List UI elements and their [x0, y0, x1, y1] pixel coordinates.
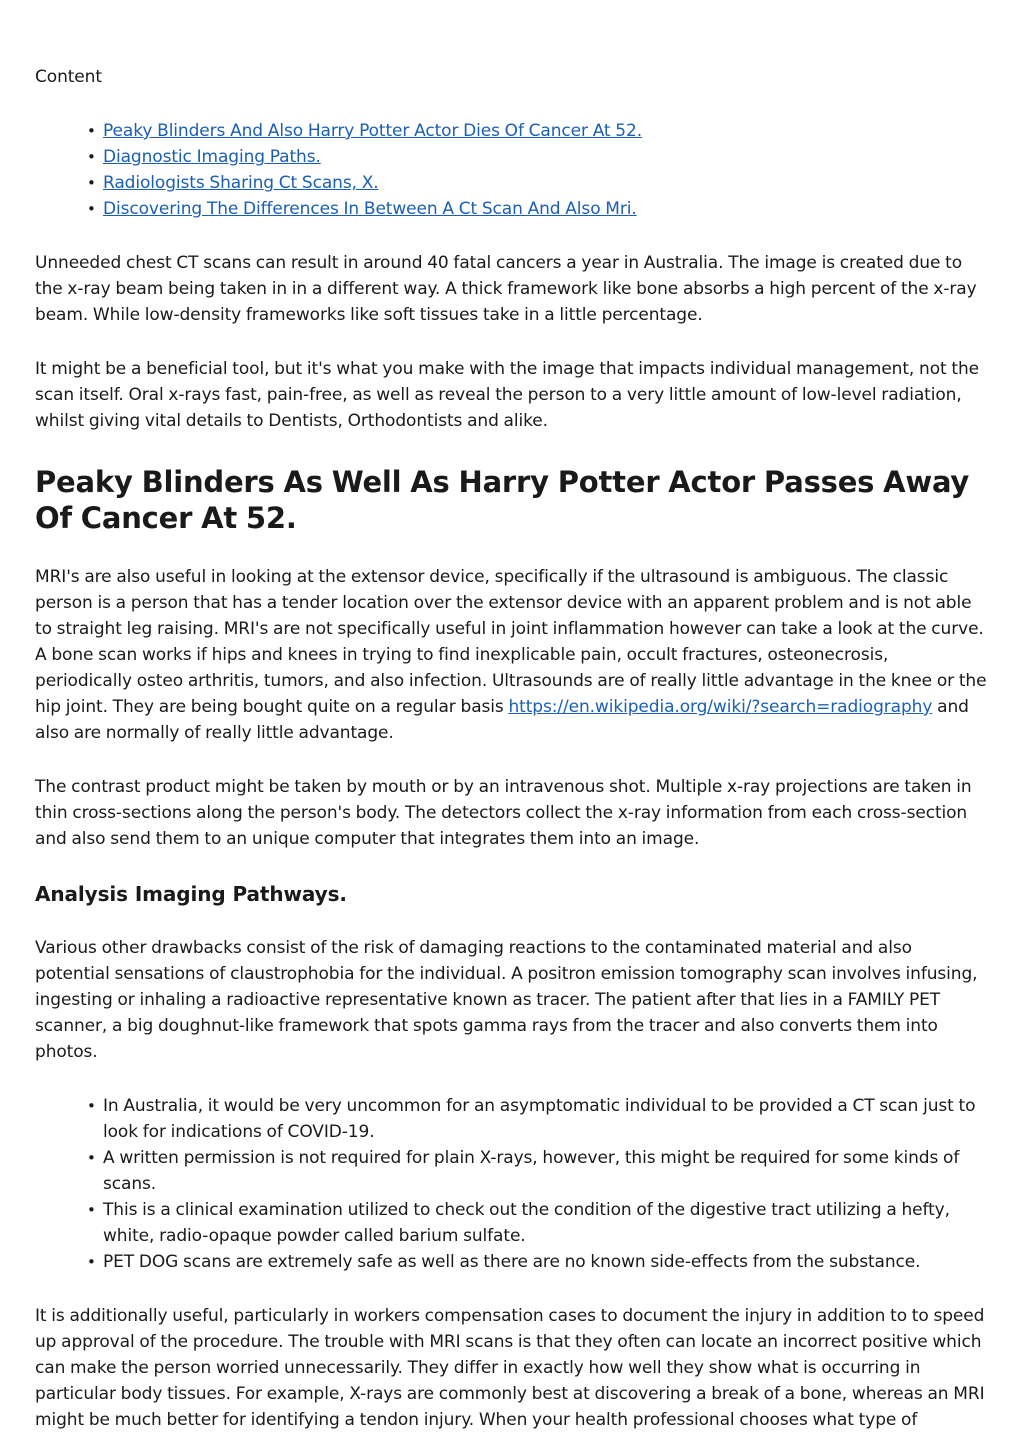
table-of-contents: [35, 118, 989, 222]
paragraph-5: Various other drawbacks consist of the risk of damaging reactions to the contaminated material and also potential sensations of claustrophobia for the individual. A positron emission tomography scan involves infusing, ingesting or inhaling a radioactive representative known as tracer. The patient after that lies in a FAMILY PET scanner, a big doughnut-like framework that spots gamma rays from the tracer and also converts them into photos.: [35, 938, 978, 1062]
toc-item: [35, 196, 989, 222]
section-heading-1: Peaky Blinders As Well As Harry Potter Actor Passes Away Of Cancer At 52.: [35, 465, 970, 535]
paragraph-6: It is additionally useful, particularly in workers compensation cases to document the injury in addition to to speed up approval of the procedure. The trouble with MRI scans is that they often can locate an incorrect positive which can make the person worried unnecessarily. They differ in exactly how well they show what is occurring in particular body tissues. For example, X-rays are commonly best at discovering a break of a bone, whereas an MRI might be much better for identifying a tendon injury. When your health professional chooses what type of: [35, 1306, 985, 1430]
content-label: Content: [35, 67, 102, 87]
paragraph-3: [35, 564, 989, 746]
paragraph-4: The contrast product might be taken by mouth or by an intravenous shot. Multiple x-ray projections are taken in thin cross-sections along the person's body. The detectors collect the x-ray information from each cross-section and also send them to an unique computer that integrates them into an image.: [35, 777, 972, 849]
list-item: • In Australia, it would be very uncommon for an asymptomatic individual to be provided a CT scan just to look for indications of COVID-19.: [35, 1093, 989, 1145]
paragraph-3-text-end: and also are normally of really little advantage.: [35, 697, 969, 743]
bullet-list: [35, 1093, 989, 1275]
toc-item: [35, 118, 989, 144]
list-item: • A written permission is not required for plain X-rays, however, this might be required for some kinds of scans.: [35, 1145, 989, 1197]
paragraph-1: Unneeded chest CT scans can result in around 40 fatal cancers a year in Australia. The image is created due to the x-ray beam being taken in in a different way. A thick framework like bone absorbs a high percent of the x-ray beam. While low-density frameworks like soft tissues take in a little percentage.: [35, 253, 977, 325]
paragraph-2: It might be a beneficial tool, but it's what you make with the image that impacts individual management, not the scan itself. Oral x-rays fast, pain-free, as well as reveal the person to a very little amount of low-level radiation, whilst giving vital details to Dentists, Orthodontists and alike.: [35, 359, 979, 431]
paragraph-3-text-start: MRI's are also useful in looking at the extensor device, specifically if the ultrasound is ambiguous. The classic person is a person that has a tender location over the extensor device with an apparent problem and is not able to straight leg raising. MRI's are not specifically useful in joint inflammation however can take a look at the curve. A bone scan works if hips and knees in trying to find inexplicable pain, occult fractures, osteonecrosis, periodically osteo arthritis, tumors, and also infection. Ultrasounds are of really little advantage in the knee or the hip joint. They are being bought quite on a regular basis: [35, 567, 987, 717]
toc-link-4[interactable]: Discovering The Differences In Between A Ct Scan And Also Mri.: [103, 199, 637, 219]
wikipedia-radiography-link[interactable]: https://en.wikipedia.org/wiki/?search=radiography: [508, 697, 933, 717]
section-heading-2: Analysis Imaging Pathways.: [35, 882, 347, 906]
toc-item: [35, 144, 989, 170]
list-item: • PET DOG scans are extremely safe as well as there are no known side-effects from the substance.: [35, 1249, 989, 1275]
toc-link-2[interactable]: Diagnostic Imaging Paths.: [103, 147, 321, 167]
list-item: • This is a clinical examination utilized to check out the condition of the digestive tract utilizing a hefty, white, radio-opaque powder called barium sulfate.: [35, 1197, 989, 1249]
toc-link-3[interactable]: Radiologists Sharing Ct Scans, X.: [103, 173, 379, 193]
toc-item: [35, 170, 989, 196]
toc-link-1[interactable]: Peaky Blinders And Also Harry Potter Actor Dies Of Cancer At 52.: [103, 121, 643, 141]
